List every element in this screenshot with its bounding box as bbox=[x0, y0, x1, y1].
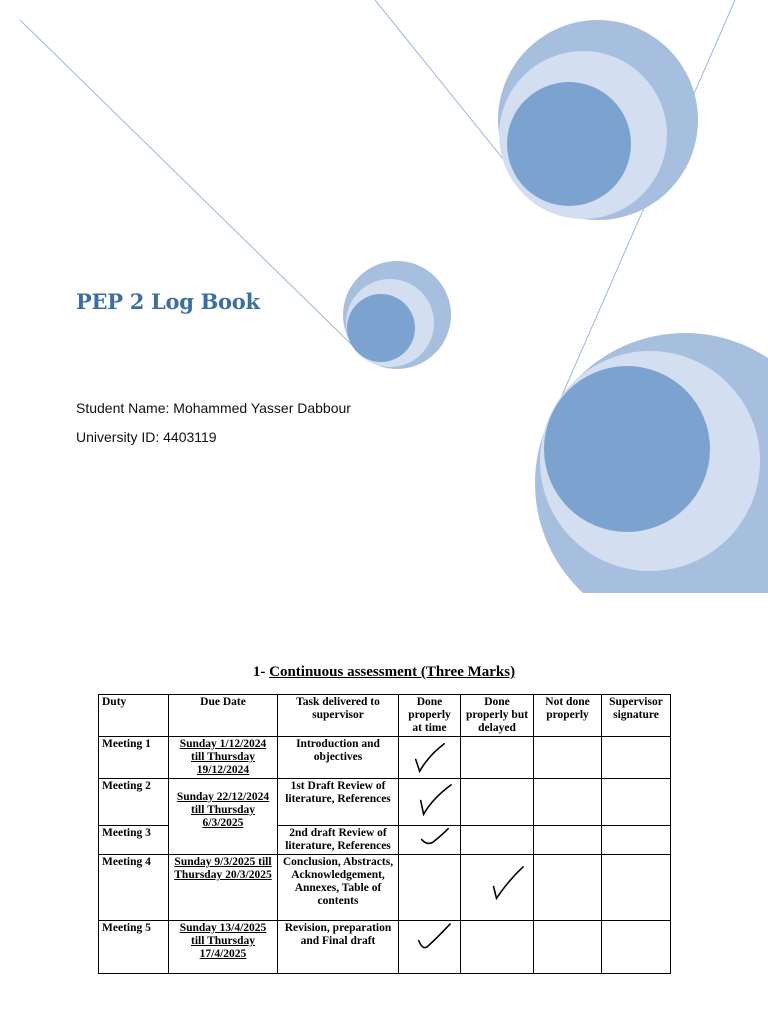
checkmark-icon bbox=[399, 826, 460, 854]
done-delayed-cell bbox=[461, 779, 534, 826]
duty-cell: Meeting 5 bbox=[99, 921, 169, 974]
done-delayed-cell bbox=[461, 826, 534, 855]
column-header: Not done properly bbox=[534, 695, 602, 737]
done-at-time-cell bbox=[399, 921, 461, 974]
decor-line-2 bbox=[375, 0, 512, 170]
signature-cell bbox=[602, 855, 671, 921]
column-header: Duty bbox=[99, 695, 169, 737]
task-cell: Revision, preparation and Final draft bbox=[278, 921, 399, 974]
signature-cell bbox=[602, 921, 671, 974]
not-done-cell bbox=[534, 779, 602, 826]
task-cell: 1st Draft Review of literature, References bbox=[278, 779, 399, 826]
done-at-time-cell bbox=[399, 737, 461, 779]
task-cell: Introduction and objectives bbox=[278, 737, 399, 779]
due-date-cell: Sunday 1/12/2024 till Thursday 19/12/2024 bbox=[169, 737, 278, 779]
checkmark-icon bbox=[461, 855, 533, 920]
checkmark-icon bbox=[399, 921, 460, 973]
table-header-row bbox=[99, 695, 671, 737]
student-name: Student Name: Mohammed Yasser Dabbour bbox=[76, 400, 351, 416]
done-at-time-cell bbox=[399, 779, 461, 826]
column-header: Done properly at time bbox=[399, 695, 461, 737]
document-title: PEP 2 Log Book bbox=[76, 289, 260, 314]
section-heading bbox=[0, 664, 768, 681]
done-delayed-cell bbox=[461, 855, 534, 921]
due-date-cell: Sunday 9/3/2025 till Thursday 20/3/2025 bbox=[169, 855, 278, 921]
duty-cell: Meeting 2 bbox=[99, 779, 169, 826]
duty-cell: Meeting 4 bbox=[99, 855, 169, 921]
column-header: Due Date bbox=[169, 695, 278, 737]
not-done-cell bbox=[534, 826, 602, 855]
checkmark-icon bbox=[399, 737, 460, 778]
column-header: Done properly but delayed bbox=[461, 695, 534, 737]
table-row bbox=[99, 737, 671, 779]
done-delayed-cell bbox=[461, 921, 534, 974]
due-date-cell: Sunday 22/12/2024 till Thursday 6/3/2025 bbox=[169, 779, 278, 855]
assessment-table bbox=[98, 694, 671, 974]
column-header: Task delivered to supervisor bbox=[278, 695, 399, 737]
not-done-cell bbox=[534, 921, 602, 974]
circle-cluster-small bbox=[343, 261, 451, 369]
duty-cell: Meeting 1 bbox=[99, 737, 169, 779]
table-row bbox=[99, 779, 671, 826]
signature-cell bbox=[602, 779, 671, 826]
done-at-time-cell bbox=[399, 855, 461, 921]
task-cell: Conclusion, Abstracts, Acknowledgement, Annexes, Table of contents bbox=[278, 855, 399, 921]
done-at-time-cell bbox=[399, 826, 461, 855]
not-done-cell bbox=[534, 737, 602, 779]
due-date-cell: Sunday 13/4/2025 till Thursday 17/4/2025 bbox=[169, 921, 278, 974]
column-header: Supervisor signature bbox=[602, 695, 671, 737]
section-number: 1- bbox=[252, 664, 266, 680]
table-row bbox=[99, 855, 671, 921]
section-title: Continuous assessment (Three Marks) bbox=[269, 664, 516, 680]
university-id: University ID: 4403119 bbox=[76, 429, 217, 445]
task-cell: 2nd draft Review of literature, References bbox=[278, 826, 399, 855]
circle-cluster-top-right bbox=[498, 20, 698, 220]
done-delayed-cell bbox=[461, 737, 534, 779]
signature-cell bbox=[602, 826, 671, 855]
not-done-cell bbox=[534, 855, 602, 921]
checkmark-icon bbox=[399, 779, 460, 825]
duty-cell: Meeting 3 bbox=[99, 826, 169, 855]
signature-cell bbox=[602, 737, 671, 779]
table-row bbox=[99, 921, 671, 974]
